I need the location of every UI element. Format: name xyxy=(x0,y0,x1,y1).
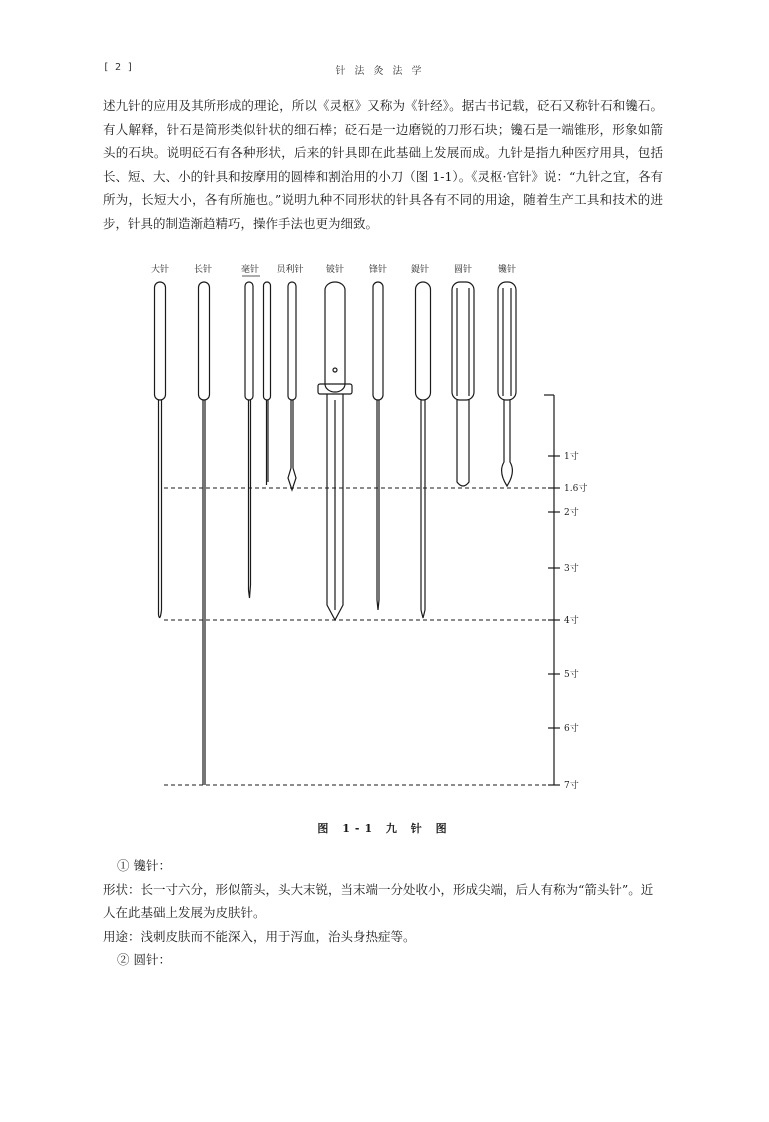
running-title: 针法灸法学 xyxy=(335,66,431,77)
scale-tick-label: 2寸 xyxy=(564,508,579,518)
spoon-needle-handle xyxy=(416,282,431,400)
filiform-needle-handle xyxy=(245,282,253,400)
use-text: 浅刺皮肤而不能深入，用于泻血，治头身热症等。 xyxy=(140,928,416,944)
sword-needle-handle xyxy=(325,282,345,392)
scale-tick-label: 6寸 xyxy=(564,724,579,734)
needle-label: 长针 xyxy=(193,265,213,275)
section-chan-needle xyxy=(103,854,663,972)
sword-needle-rivet xyxy=(333,368,337,372)
round-needle-body xyxy=(457,400,469,486)
figure-caption: 图 1-1 九 针 图 xyxy=(317,822,452,835)
scale-tick-label: 5寸 xyxy=(564,670,579,680)
lance-needle-tip xyxy=(377,600,379,610)
nine-needles-drawing xyxy=(120,250,590,810)
arrowhead-needle-handle xyxy=(498,282,516,400)
long-needle-handle xyxy=(199,282,210,400)
item-title: ① 镵针： xyxy=(117,858,171,873)
round-sharp-needle-tip xyxy=(288,468,296,490)
needle-label: 鍉针 xyxy=(410,265,430,275)
scale-tick-label: 4寸 xyxy=(564,616,579,626)
scale-tick-label: 1.6寸 xyxy=(564,484,588,494)
form-text: 长一寸六分，形似箭头，头大末锐，当末端一分处收小，形成尖端，后人有称为“箭头针”。近人在此基础上发展为皮肤针。 xyxy=(103,881,654,920)
lance-needle-handle xyxy=(373,282,383,400)
needle-label: 锋针 xyxy=(368,265,388,275)
filiform-needle-handle-2 xyxy=(264,282,271,400)
item-form xyxy=(103,878,663,925)
needle-label: 大针 xyxy=(150,265,170,275)
spoon-needle-tip xyxy=(421,610,425,618)
scale-tick-label: 3寸 xyxy=(564,564,579,574)
needle-label: 镵针 xyxy=(497,265,517,275)
round-sharp-needle-handle xyxy=(288,282,296,400)
needle-label: 铍针 xyxy=(325,265,345,275)
item-use xyxy=(103,925,663,949)
page-header xyxy=(103,62,663,82)
scale-tick-label: 1寸 xyxy=(564,452,579,462)
nine-needles-figure xyxy=(120,250,590,810)
big-needle-handle xyxy=(155,282,166,400)
body-paragraph: 述九针的应用及其所形成的理论，所以《灵枢》又称为《针经》。据古书记载，砭石又称针石和镵石。有人解释，针石是简形类似针状的细石棒；砭石是一边磨锐的刀形石块；镵石是一端锥形，形象如箭头的石块。说明砭石有各种形状，后来的针具即在此基础上发展而成。九针是指九种医疗用具，包括长、短、大、小的针具和按摩用的圆棒和割治用的小刀（图 1-1）。《灵枢·官针》说：“九针之宜，各有所为，长短大小，各有所施也。”说明九种不同形状的针具各有不同的用途，随着生产工具和技术的进步，针具的制造渐趋精巧，操作手法也更为细致。 xyxy=(103,98,663,231)
arrowhead-needle-body xyxy=(502,400,513,486)
use-label: 用途： xyxy=(103,928,141,944)
scale-tick-label: 7寸 xyxy=(564,781,579,791)
form-label: 形状： xyxy=(103,881,141,897)
next-item-title: ② 圆针： xyxy=(117,952,171,967)
body-paragraph-block xyxy=(103,94,663,235)
needle-label: 圆针 xyxy=(453,265,473,275)
page-number: [ 2 ] xyxy=(103,62,134,73)
needle-label: 毫针 xyxy=(240,265,260,275)
round-needle-handle xyxy=(452,282,474,400)
needle-label: 员利针 xyxy=(276,265,304,275)
